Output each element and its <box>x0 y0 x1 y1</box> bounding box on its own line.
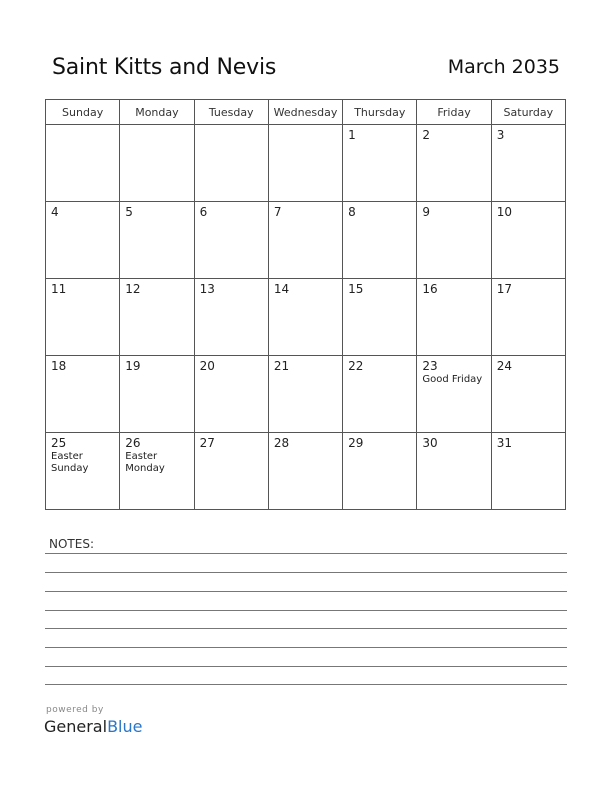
weekday-monday: Monday <box>120 100 194 125</box>
day-cell <box>120 279 194 356</box>
day-number: 16 <box>422 282 438 296</box>
generalblue-logo <box>44 717 142 736</box>
calendar-week-row <box>46 433 566 510</box>
day-number: 4 <box>51 205 59 219</box>
day-number: 31 <box>496 436 512 450</box>
day-number: 27 <box>199 436 215 450</box>
day-number: 15 <box>348 282 364 296</box>
weekday-thursday: Thursday <box>343 100 417 125</box>
day-cell <box>491 433 565 510</box>
weekday-friday: Friday <box>417 100 491 125</box>
notes-line <box>45 610 567 611</box>
day-number: 21 <box>273 359 290 373</box>
day-cell <box>343 202 417 279</box>
day-number: 23 <box>422 359 438 373</box>
day-number: 13 <box>199 282 215 296</box>
notes-line <box>45 666 567 667</box>
powered-by-text: powered by <box>46 705 104 715</box>
day-number: 22 <box>348 359 364 373</box>
day-cell <box>491 125 565 202</box>
weekday-sunday: Sunday <box>46 100 120 125</box>
day-number: 24 <box>496 359 512 373</box>
brand-blue: Blue <box>107 717 143 736</box>
day-cell <box>46 125 120 202</box>
holiday-label: Good Friday <box>422 374 483 385</box>
holiday-label: Easter Monday <box>125 451 165 474</box>
day-cell <box>194 202 268 279</box>
day-cell <box>417 202 491 279</box>
day-cell <box>120 125 194 202</box>
day-cell <box>194 433 268 510</box>
day-number: 14 <box>273 282 290 296</box>
day-number: 6 <box>199 205 208 219</box>
day-number: 9 <box>422 205 431 219</box>
weekday-wednesday: Wednesday <box>268 100 342 125</box>
day-cell <box>268 356 342 433</box>
day-number: 17 <box>496 282 512 296</box>
weekday-tuesday: Tuesday <box>194 100 268 125</box>
notes-line <box>45 591 567 592</box>
day-cell <box>417 125 491 202</box>
day-number: 29 <box>348 436 364 450</box>
weekday-header-row <box>46 100 566 125</box>
day-number: 20 <box>199 359 215 373</box>
day-cell <box>343 356 417 433</box>
calendar-grid <box>45 99 566 510</box>
calendar-week-row <box>46 356 566 433</box>
day-cell <box>120 202 194 279</box>
calendar-week-row <box>46 125 566 202</box>
day-cell <box>268 279 342 356</box>
calendar-week-row <box>46 202 566 279</box>
day-cell <box>268 433 342 510</box>
day-cell <box>417 433 491 510</box>
brand-general: General <box>44 717 108 736</box>
day-cell <box>343 279 417 356</box>
day-number: 3 <box>496 128 505 142</box>
day-cell <box>417 356 491 433</box>
day-number: 11 <box>51 282 67 296</box>
day-cell <box>194 356 268 433</box>
day-cell <box>46 202 120 279</box>
day-cell <box>491 356 565 433</box>
notes-label: NOTES: <box>49 537 94 551</box>
day-number: 30 <box>422 436 438 450</box>
notes-line <box>45 628 567 629</box>
weekday-saturday: Saturday <box>491 100 565 125</box>
day-cell <box>120 356 194 433</box>
day-number: 1 <box>348 128 356 142</box>
month-year: March 2035 <box>447 56 560 78</box>
holiday-label: Easter Sunday <box>51 451 89 474</box>
day-number: 19 <box>125 359 141 373</box>
day-number: 5 <box>125 205 133 219</box>
day-cell <box>343 433 417 510</box>
day-number: 28 <box>273 436 290 450</box>
day-number: 8 <box>348 205 356 219</box>
day-number: 25 <box>51 436 67 450</box>
day-cell <box>491 202 565 279</box>
notes-line <box>45 572 567 573</box>
notes-line <box>45 647 567 648</box>
day-number: 7 <box>273 205 282 219</box>
day-number: 18 <box>51 359 67 373</box>
day-number: 12 <box>125 282 141 296</box>
day-cell <box>417 279 491 356</box>
day-cell <box>194 279 268 356</box>
notes-line <box>45 684 567 685</box>
day-cell <box>268 125 342 202</box>
day-cell <box>46 433 120 510</box>
day-cell <box>46 356 120 433</box>
day-number: 26 <box>125 436 141 450</box>
day-cell <box>268 202 342 279</box>
day-number: 10 <box>496 205 512 219</box>
calendar-title: Saint Kitts and Nevis <box>52 55 277 80</box>
day-cell <box>120 433 194 510</box>
calendar-week-row <box>46 279 566 356</box>
day-cell <box>194 125 268 202</box>
day-cell <box>343 125 417 202</box>
day-cell <box>491 279 565 356</box>
notes-line <box>45 553 567 554</box>
day-cell <box>46 279 120 356</box>
day-number: 2 <box>422 128 431 142</box>
